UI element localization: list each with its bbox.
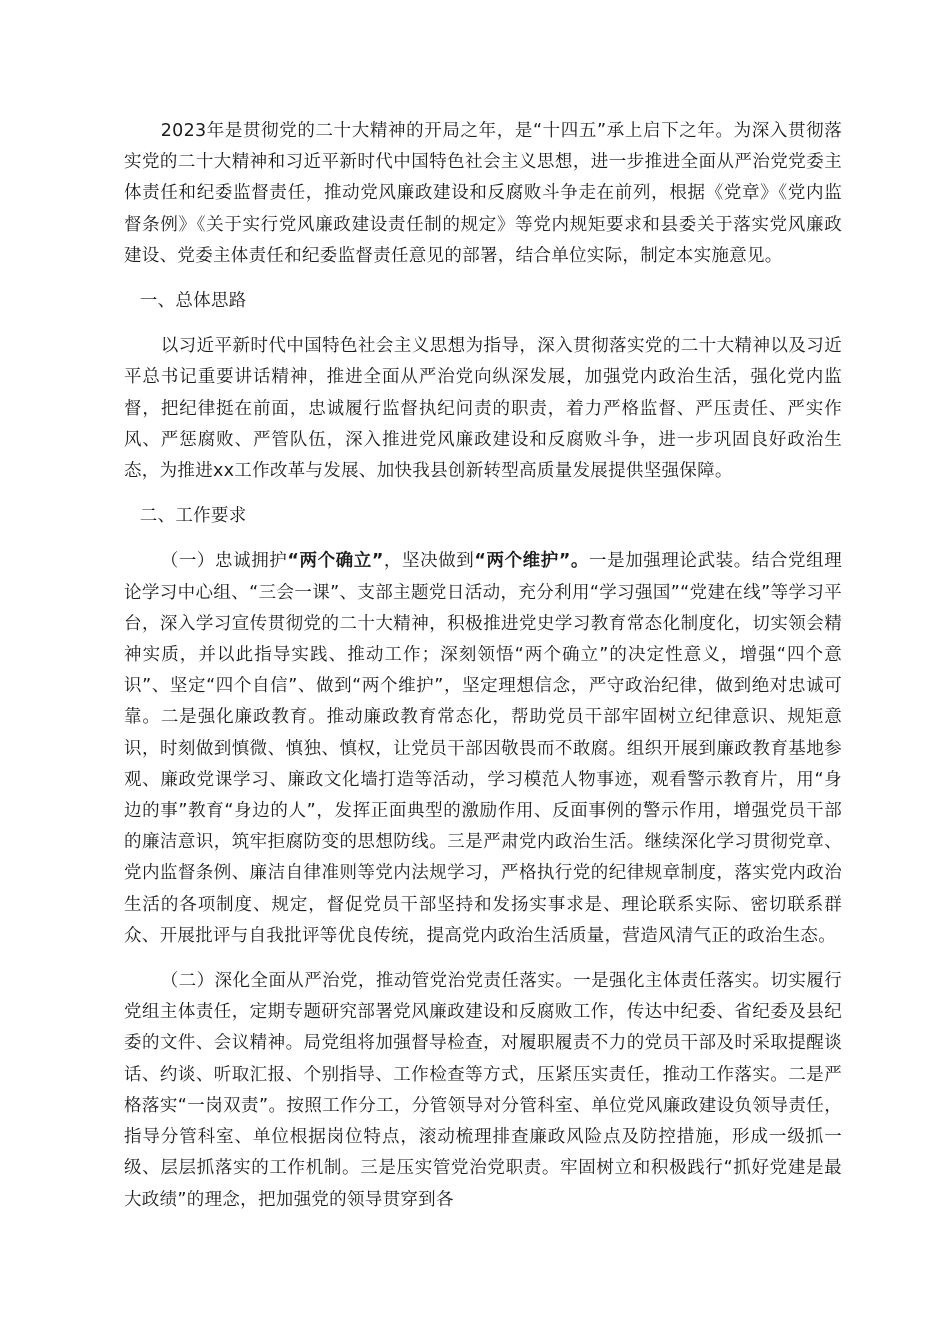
item1-lead-period: 。 <box>570 551 590 572</box>
requirement-item-1 <box>124 546 842 952</box>
item1-lead-part-c: ，坚决做到 <box>383 551 475 572</box>
section-heading-overall-approach: 一、总体思路 <box>139 291 247 312</box>
overall-approach-paragraph: 以习近平新时代中国特色社会主义思想为指导，深入贯彻落实党的二十大精神以及习近平总书记重要讲话精神，推进全面从严治党向纵深发展，加强党内政治生活，强化党内监督，把纪律挺在前面，忠诚履行监督执纪问责的职责，着力严格监督、严压责任、严实作风、严惩腐败、严管队伍，深入推进党风廉政建设和反腐败斗争，进一步巩固良好政治生态，为推进xx工作改革与发展、加快我县创新转型高质量发展提供坚强保障。 <box>124 336 842 482</box>
section-heading-work-requirements: 二、工作要求 <box>139 506 247 527</box>
item1-lead-emphasis-two-safeguards: “两个维护” <box>474 551 571 572</box>
item1-body: 一是加强理论武装。结合党组理论学习中心组、“三会一课”、支部主题党日活动，充分利用“学习强国”“党建在线”等学习平台，深入学习宣传贯彻党的二十大精神，积极推进党史学习教育常态化制度化，切实领会精神实质，并以此指导实践、推动工作；深刻领悟“两个确立”的决定性意义，增强“四个意识”、坚定“四个自信”、做到“两个维护”，坚定理想信念，严守政治纪律，做到绝对忠诚可靠。二是强化廉政教育。推动廉政教育常态化，帮助党员干部牢固树立纪律意识、规矩意识，时刻做到慎微、慎独、慎权，让党员干部因敬畏而不敢腐。组织开展到廉政教育基地参观、廉政党课学习、廉政文化墙打造等活动，学习模范人物事迹，观看警示教育片，用“身边的事”教育“身边的人”，发挥正面典型的激励作用、反面事例的警示作用，增强党员干部的廉洁意识，筑牢拒腐防变的思想防线。三是严肃党内政治生活。继续深化学习贯彻党章、党内监督条例、廉洁自律准则等党内法规学习，严格执行党的纪律规章制度，落实党内政治生活的各项制度、规定，督促党员干部坚持和发扬实事求是、理论联系实际、密切联系群众、开展批评与自我批评等优良传统，提高党内政治生活质量，营造风清气正的政治生态。 <box>124 551 842 946</box>
intro-paragraph: 2023年是贯彻党的二十大精神的开局之年，是“十四五”承上启下之年。为深入贯彻落实党的二十大精神和习近平新时代中国特色社会主义思想，进一步推进全面从严治党党委主体责任和纪委监督责任，推动党风廉政建设和反腐败斗争走在前列，根据《党章》《党内监督条例》《关于实行党风廉政建设责任制的规定》等党内规矩要求和县委关于落实党风廉政建设、党委主体责任和纪委监督责任意见的部署，结合单位实际，制定本实施意见。 <box>124 121 842 266</box>
requirement-item-2: （二）深化全面从严治党，推动管党治党责任落实。一是强化主体责任落实。切实履行党组主体责任，定期专题研究部署党风廉政建设和反腐败工作，传达中纪委、省纪委及县纪委的文件、会议精神。局党组将加强督导检查，对履职履责不力的党员干部及时采取提醒谈话、约谈、听取汇报、个别指导、工作检查等方式，压紧压实责任，推动工作落实。二是严格落实“一岗双责”。按照工作分工，分管领导对分管科室、单位党风廉政建设负领导责任，指导分管科室、单位根据岗位特点，滚动梳理排查廉政风险点及防控措施，形成一级抓一级、层层抓落实的工作机制。三是压实管党治党职责。牢固树立和积极践行“抓好党建是最大政绩”的理念，把加强党的领导贯穿到各 <box>124 971 842 1210</box>
document-page <box>124 116 842 1230</box>
item1-lead-part-a: （一）忠诚拥护 <box>160 551 288 572</box>
item1-lead-emphasis-two-establishments: “两个确立” <box>287 551 384 572</box>
